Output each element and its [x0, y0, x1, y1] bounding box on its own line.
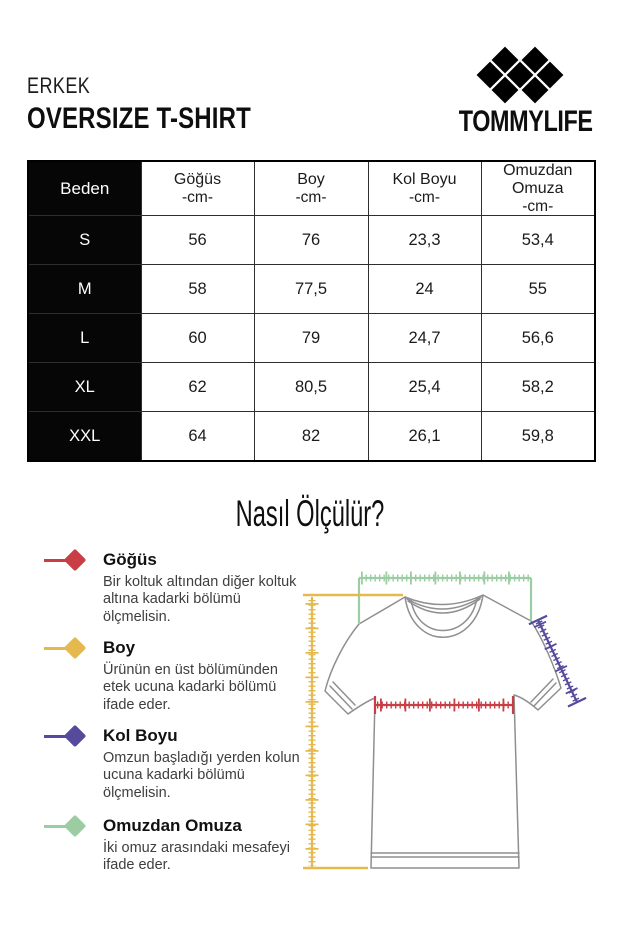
legend-item-boy: [44, 639, 304, 715]
size-cell: XL: [28, 363, 141, 412]
value-cell: 62: [141, 363, 254, 412]
value-cell: 26,1: [368, 412, 481, 462]
value-cell: 58: [141, 265, 254, 314]
value-cell: 76: [254, 216, 368, 265]
col-header-beden: Beden: [28, 161, 141, 216]
col-header-kol-boyu: Kol Boyu -cm-: [368, 161, 481, 216]
value-cell: 77,5: [254, 265, 368, 314]
table-row: [28, 216, 595, 265]
value-cell: 25,4: [368, 363, 481, 412]
legend-item-omuzdan-omuza: [44, 817, 304, 875]
col-header-gogus: Göğüs -cm-: [141, 161, 254, 216]
col-header-omuzdan-omuza: Omuzdan Omuza -cm-: [481, 161, 595, 216]
legend-item-gogus: [44, 551, 304, 627]
legend-item-kol-boyu: [44, 727, 304, 803]
value-cell: 24: [368, 265, 481, 314]
value-cell: 59,8: [481, 412, 595, 462]
legend-description: Omzun başladığı yerden kolun ucuna kadarki bölümü ölçmelisin.: [103, 749, 300, 802]
value-cell: 56,6: [481, 314, 595, 363]
value-cell: 82: [254, 412, 368, 462]
legend-title: Kol Boyu: [103, 726, 178, 745]
size-table-header-row: [28, 161, 595, 216]
value-cell: 60: [141, 314, 254, 363]
chest-diamond-marker: [44, 551, 88, 571]
legend-description: Ürünün en üst bölümünden etek ucuna kadarki bölümü ifade eder.: [103, 661, 278, 714]
size-cell: L: [28, 314, 141, 363]
product-title: OVERSIZE T-SHIRT: [27, 102, 251, 135]
size-cell: M: [28, 265, 141, 314]
legend-title: Omuzdan Omuza: [103, 816, 242, 835]
table-row: [28, 412, 595, 462]
value-cell: 79: [254, 314, 368, 363]
legend-description: İki omuz arasındaki mesafeyi ifade eder.: [103, 839, 290, 874]
legend-title: Boy: [103, 638, 136, 657]
value-cell: 80,5: [254, 363, 368, 412]
col-header-boy: Boy -cm-: [254, 161, 368, 216]
brand-logo-text: TOMMYLIFE: [459, 105, 593, 138]
legend-title: Göğüs: [103, 550, 157, 569]
legend-description: Bir koltuk altından diğer koltuk altına kadarki bölümü ölçmelisin.: [103, 573, 297, 626]
value-cell: 64: [141, 412, 254, 462]
value-cell: 55: [481, 265, 595, 314]
value-cell: 56: [141, 216, 254, 265]
size-table: [27, 160, 596, 462]
value-cell: 23,3: [368, 216, 481, 265]
length-diamond-marker: [44, 639, 88, 659]
category-label: ERKEK: [27, 73, 91, 98]
table-row: [28, 265, 595, 314]
value-cell: 58,2: [481, 363, 595, 412]
table-row: [28, 314, 595, 363]
tommylife-diamonds-icon: [476, 46, 564, 104]
table-row: [28, 363, 595, 412]
value-cell: 24,7: [368, 314, 481, 363]
tshirt-outline: [325, 595, 561, 868]
value-cell: 53,4: [481, 216, 595, 265]
shoulder-diamond-marker: [44, 817, 88, 837]
sleeve-diamond-marker: [44, 727, 88, 747]
tshirt-measurement-diagram: [295, 540, 620, 930]
size-cell: S: [28, 216, 141, 265]
size-cell: XXL: [28, 412, 141, 462]
how-to-measure-title: Nasıl Ölçülür?: [235, 493, 385, 534]
